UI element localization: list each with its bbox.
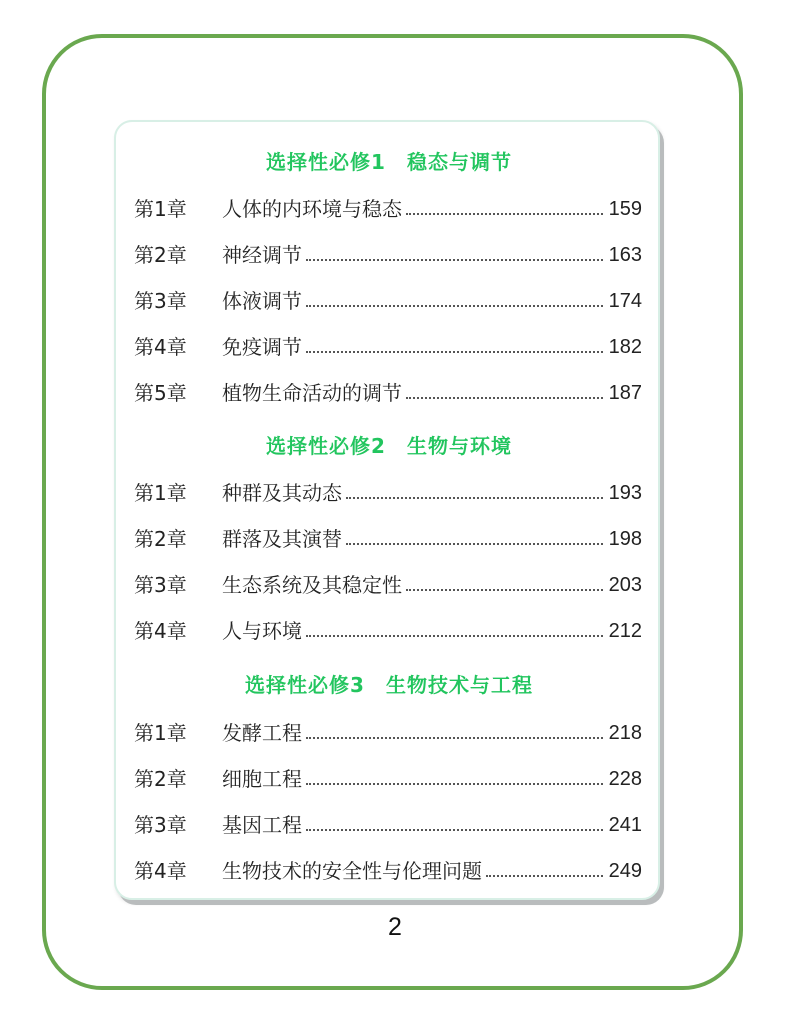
chapter-title: 细胞工程 (222, 767, 302, 791)
chapter-title: 植物生命活动的调节 (222, 381, 402, 405)
chapter-number: 第2章 (134, 767, 187, 791)
toc-entry[interactable] (134, 524, 642, 554)
dot-leader (306, 783, 603, 785)
toc-entry[interactable] (134, 332, 642, 362)
dot-leader (406, 397, 603, 399)
chapter-title: 发酵工程 (222, 721, 302, 745)
page-reference: 187 (608, 382, 642, 404)
toc-entry[interactable] (134, 616, 642, 646)
section-title-1: 选择性必修1 稳态与调节 (266, 150, 512, 174)
chapter-number: 第4章 (134, 619, 187, 643)
page-reference: 159 (608, 198, 642, 220)
chapter-title: 人体的内环境与稳态 (222, 197, 402, 221)
toc-entry[interactable] (134, 478, 642, 508)
dot-leader (306, 351, 603, 353)
page-reference: 212 (608, 620, 642, 642)
chapter-title: 群落及其演替 (222, 527, 342, 551)
toc-entry[interactable] (134, 378, 642, 408)
dot-leader (306, 737, 603, 739)
page-reference: 193 (608, 482, 642, 504)
chapter-number: 第2章 (134, 527, 187, 551)
chapter-title: 人与环境 (222, 619, 302, 643)
page-reference: 174 (608, 290, 642, 312)
section-title-2: 选择性必修2 生物与环境 (266, 434, 512, 458)
dot-leader (306, 259, 603, 261)
chapter-number: 第3章 (134, 813, 187, 837)
chapter-title: 基因工程 (222, 813, 302, 837)
page-reference: 198 (608, 528, 642, 550)
dot-leader (306, 829, 603, 831)
page-reference: 228 (608, 768, 642, 790)
page-number: 2 (388, 913, 402, 941)
dot-leader (306, 305, 603, 307)
dot-leader (406, 589, 603, 591)
toc-entry[interactable] (134, 240, 642, 270)
chapter-title: 免疫调节 (222, 335, 302, 359)
dot-leader (346, 497, 603, 499)
chapter-number: 第1章 (134, 481, 187, 505)
toc-entry[interactable] (134, 718, 642, 748)
chapter-number: 第2章 (134, 243, 187, 267)
toc-entry[interactable] (134, 570, 642, 600)
chapter-title: 种群及其动态 (222, 481, 342, 505)
table-of-contents (114, 120, 660, 900)
chapter-number: 第4章 (134, 335, 187, 359)
page-reference: 218 (608, 722, 642, 744)
toc-entry[interactable] (134, 810, 642, 840)
chapter-title: 神经调节 (222, 243, 302, 267)
chapter-title: 生物技术的安全性与伦理问题 (222, 859, 482, 883)
toc-entry[interactable] (134, 856, 642, 886)
toc-entry[interactable] (134, 286, 642, 316)
chapter-number: 第3章 (134, 573, 187, 597)
page-reference: 163 (608, 244, 642, 266)
chapter-title: 体液调节 (222, 289, 302, 313)
toc-entry[interactable] (134, 194, 642, 224)
chapter-number: 第1章 (134, 197, 187, 221)
section-title-3: 选择性必修3 生物技术与工程 (245, 673, 533, 697)
chapter-number: 第3章 (134, 289, 187, 313)
page-reference: 249 (608, 860, 642, 882)
chapter-number: 第1章 (134, 721, 187, 745)
toc-entry[interactable] (134, 764, 642, 794)
dot-leader (306, 635, 603, 637)
page-reference: 241 (608, 814, 642, 836)
dot-leader (346, 543, 603, 545)
page-reference: 203 (608, 574, 642, 596)
dot-leader (486, 875, 603, 877)
chapter-title: 生态系统及其稳定性 (222, 573, 402, 597)
chapter-number: 第5章 (134, 381, 187, 405)
chapter-number: 第4章 (134, 859, 187, 883)
page-reference: 182 (608, 336, 642, 358)
dot-leader (406, 213, 603, 215)
